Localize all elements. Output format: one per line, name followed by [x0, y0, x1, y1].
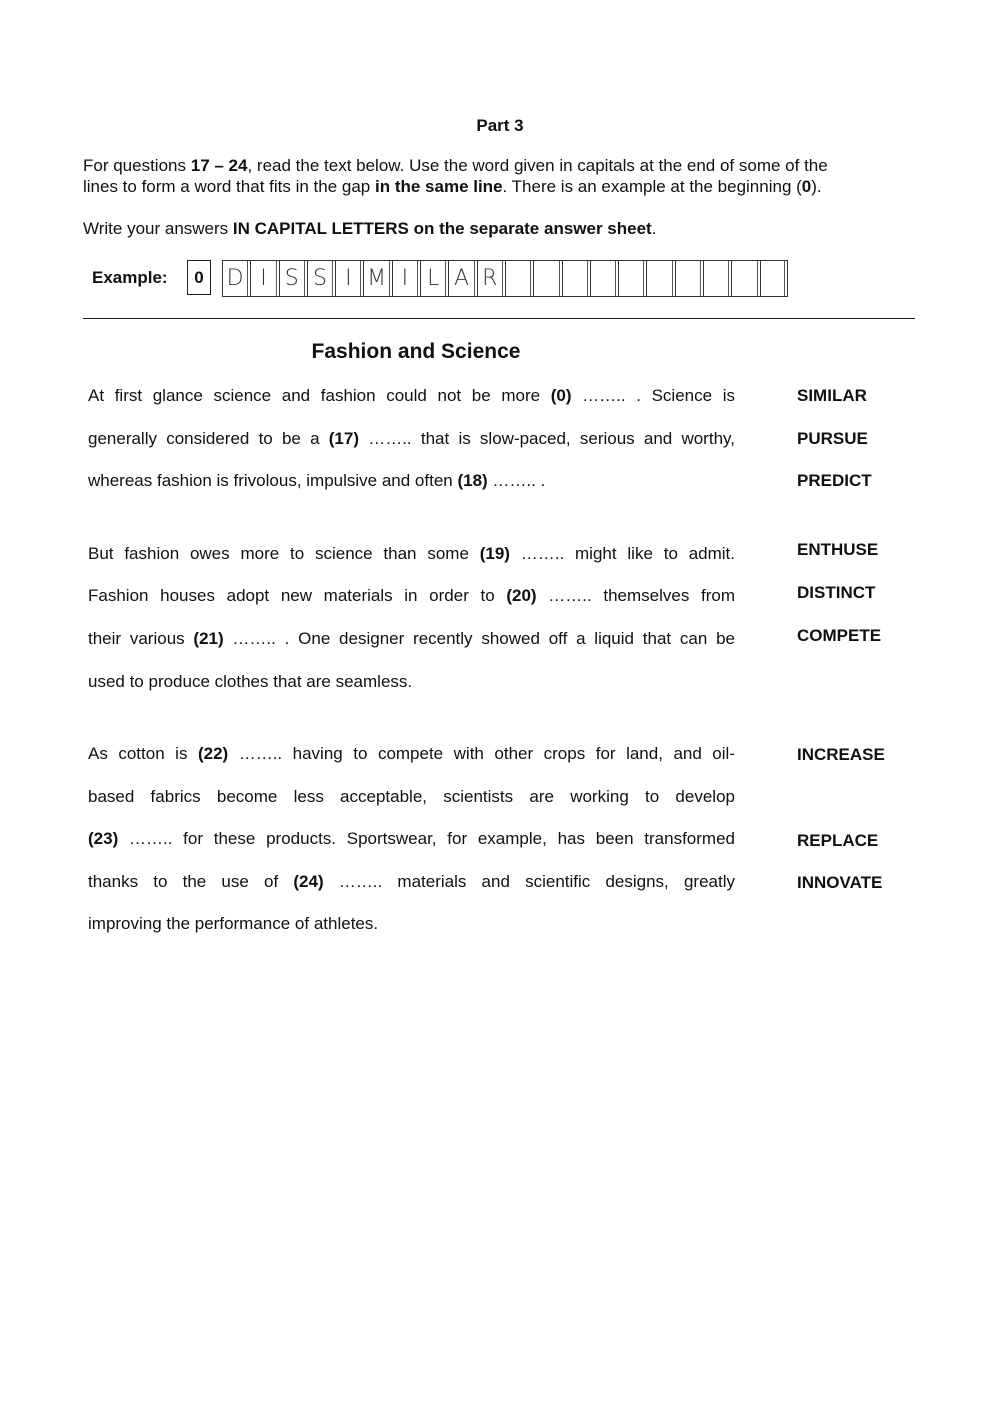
text-title: Fashion and Science [311, 340, 521, 363]
keyword-replace: REPLACE [797, 831, 879, 850]
text-line: Fashion houses adopt new materials in order to (20) …….. themselves from [88, 586, 735, 605]
letter-box [533, 260, 561, 297]
letter-box [505, 260, 533, 297]
letter-box: I [392, 260, 420, 297]
text-line: whereas fashion is frivolous, impulsive and often (18) …….. . [88, 471, 546, 490]
text-line: generally considered to be a (17) …….. that is slow-paced, serious and worthy, [88, 429, 735, 448]
keyword-increase: INCREASE [797, 745, 885, 764]
letter-box [562, 260, 590, 297]
instructions-line-2: lines to form a word that fits in the gap in the same line. There is an example at the beginning (0). [83, 177, 822, 196]
text-line: their various (21) …….. . One designer recently showed off a liquid that can be [88, 629, 735, 648]
text-line: As cotton is (22) …….. having to compete with other crops for land, and oil- [88, 744, 735, 763]
text-line: based fabrics become less acceptable, scientists are working to develop [88, 787, 735, 806]
example-label: Example: [92, 268, 168, 287]
keyword-distinct: DISTINCT [797, 583, 876, 602]
example-answer-boxes [222, 260, 788, 297]
keyword-pursue: PURSUE [797, 429, 868, 448]
letter-box: D [222, 260, 250, 297]
letter-box: I [335, 260, 363, 297]
letter-box [646, 260, 674, 297]
text-line: improving the performance of athletes. [88, 914, 379, 933]
letter-box: R [477, 260, 505, 297]
text-line: At first glance science and fashion could not be more (0) …….. . Science is [88, 386, 735, 405]
part-heading: Part 3 [476, 116, 524, 135]
text-line: (23) …….. for these products. Sportswear, for example, has been transformed [88, 829, 735, 848]
keyword-predict: PREDICT [797, 471, 872, 490]
instructions-line-1: For questions 17 – 24, read the text below. Use the word given in capitals at the end of some of the [83, 156, 828, 175]
keyword-enthuse: ENTHUSE [797, 540, 879, 559]
letter-box: S [307, 260, 335, 297]
keyword-innovate: INNOVATE [797, 873, 883, 892]
keyword-similar: SIMILAR [797, 386, 867, 405]
letter-box: I [250, 260, 278, 297]
letter-box [731, 260, 759, 297]
example-number-box: 0 [187, 260, 211, 295]
instructions-line-3: Write your answers IN CAPITAL LETTERS on the separate answer sheet. [83, 219, 657, 238]
letter-box: L [420, 260, 448, 297]
text-line: But fashion owes more to science than some (19) …….. might like to admit. [88, 544, 735, 563]
letter-box: A [448, 260, 476, 297]
letter-box: S [279, 260, 307, 297]
letter-box [675, 260, 703, 297]
keyword-compete: COMPETE [797, 626, 882, 645]
text-line: used to produce clothes that are seamless. [88, 672, 413, 691]
text-line: thanks to the use of (24) …….. materials and scientific designs, greatly [88, 872, 735, 891]
letter-box [618, 260, 646, 297]
letter-box: M [363, 260, 391, 297]
letter-box [703, 260, 731, 297]
letter-box [590, 260, 618, 297]
letter-box [760, 260, 788, 297]
divider [83, 318, 915, 319]
